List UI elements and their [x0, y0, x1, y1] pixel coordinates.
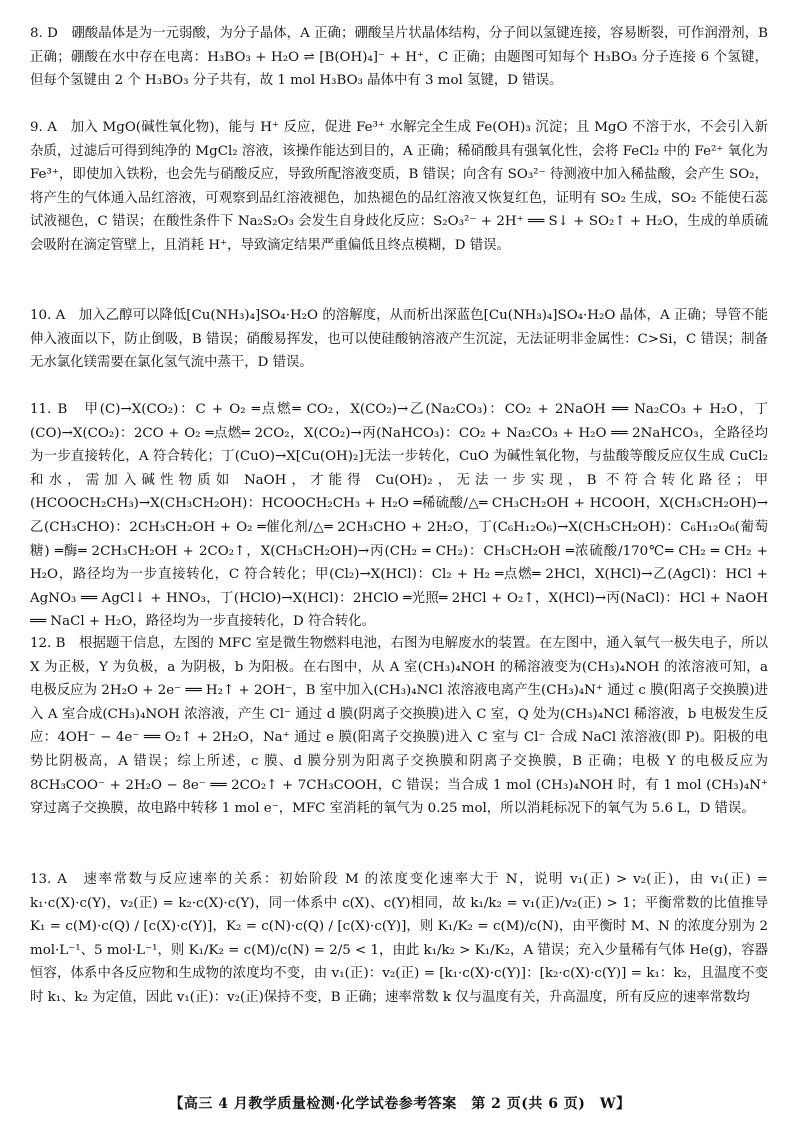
- answer-item-13: 13. A 速率常数与反应速率的关系：初始阶段 M 的浓度变化速率大于 N，说明 v₁(正) > v₂(正)，由 v₁(正) = k₁·c(X)·c(Y)，v₂(正) = k₂·c(X)·c(Y)，同一体系中 c(X)、c(Y)相同，故 k₁/k₂ = v₁(正)/v₂(正) > 1；平衡常数的比值推导 K₁ = c(M)·c(Q) / [c(X)·c(Y)]，K₂ = c(N)·c(Q) / [c(X)·c(Y)]，则 K₁/K₂ = c(M)/c(N)，由平衡时 M、N 的浓度分别为 2 mol·L⁻¹、5 mol·L⁻¹，则 K₁/K₂ = c(M)/c(N) = 2/5 < 1，由此 k₁/k₂ > K₁/K₂，A 错误；充入少量稀有气体 He(g)，容器恒容，体系中各反应物和生成物的浓度均不变，由 v₁(正)：v₂(正) = [k₁·c(X)·c(Y)]：[k₂·c(X)·c(Y)] = k₁：k₂，且温度不变时 k₁、k₂ 为定值，因此 v₁(正)：v₂(正)保持不变，B 正确；速率常数 k 仅与温度有关，升高温度，所有反应的速率常数均: [30, 872, 768, 1005]
- answer-item-12: 12. B 根据题干信息，左图的 MFC 室是微生物燃料电池，右图为电解废水的装置。在左图中，通入氧气一极失电子，所以 X 为正极，Y 为负极，a 为阴极，b 为阳极。在右图中，从 A 室(CH₃)₄NOH 的稀溶液变为(CH₃)₄NOH 的浓溶液可知，a 电极反应为 2H₂O + 2e⁻ ══ H₂↑ + 2OH⁻，B 室中加入(CH₃)₄NCl 浓溶液电离产生(CH₃)₄N⁺ 通过 c 膜(阳离子交换膜)进入 A 室合成(CH₃)₄NOH 浓溶液，产生 Cl⁻ 通过 d 膜(阴离子交换膜)进入 C 室，Q 处为(CH₃)₄NCl 稀溶液，b 电极发生反应：4OH⁻ − 4e⁻ ══ O₂↑ + 2H₂O，Na⁺ 通过 e 膜(阳离子交换膜)进入 C 室与 Cl⁻ 合成 NaCl 浓溶液(即 P)。阳极的电势比阴极高，A 错误；综上所述，c 膜、d 膜分别为阳离子交换膜和阴离子交换膜，B 正确；电极 Y 的电极反应为 8CH₃COO⁻ + 2H₂O − 8e⁻ ══ 2CO₂↑ + 7CH₃COOH，C 错误；当合成 1 mol (CH₃)₄NOH 时，有 1 mol (CH₃)₄N⁺ 穿过离子交换膜，故电路中转移 1 mol e⁻，MFC 室消耗的氧气为 0.25 mol，所以消耗标况下的氧气为 5.6 L，D 错误。: [30, 636, 768, 817]
- answer-item-9: 9. A 加入 MgO(碱性氧化物)，能与 H⁺ 反应，促进 Fe³⁺ 水解完全生成 Fe(OH)₃ 沉淀；且 MgO 不溶于水，不会引入新杂质，过滤后可得到纯净的 MgCl₂ 溶液，该操作能达到目的，A 正确；稀硝酸具有强氧化性，会将 FeCl₂ 中的 Fe²⁺ 氧化为 Fe³⁺，即使加入铁粉，也会先与硝酸反应，导致所配溶液变质，B 错误；向含有 SO₃²⁻ 待测液中加入稀盐酸，会产生 SO₂，将产生的气体通入品红溶液，可观察到品红溶液褪色，加热褪色的品红溶液又恢复红色，证明有 SO₂ 生成，SO₂ 不能使石蕊试液褪色，C 错误；在酸性条件下 Na₂S₂O₃ 会发生自身歧化反应：S₂O₃²⁻ + 2H⁺ ══ S↓ + SO₂↑ + H₂O，生成的单质硫会吸附在滴定管壁上，且消耗 H⁺，导致滴定结果严重偏低且终点模糊，D 错误。: [30, 120, 768, 253]
- answer-item-10: 10. A 加入乙醇可以降低[Cu(NH₃)₄]SO₄·H₂O 的溶解度，从而析出深蓝色[Cu(NH₃)₄]SO₄·H₂O 晶体，A 正确；导管不能伸入液面以下，防止倒吸，B 错误；硝酸易挥发，也可以使硅酸钠溶液产生沉淀，无法证明非金属性：C>Si，C 错误；制备无水氯化镁需要在氯化氢气流中蒸干，D 错误。: [30, 308, 768, 371]
- answer-item-8: 8. D 硼酸晶体是为一元弱酸，为分子晶体，A 正确；硼酸呈片状晶体结构，分子间以氢键连接，容易断裂，可作润滑剂，B 正确；硼酸在水中存在电离：H₃BO₃ + H₂O ⇌ [B(OH)₄]⁻ + H⁺，C 正确；由题图可知每个 H₃BO₃ 分子连接 6 个氢键，但每个氢键由 2 个 H₃BO₃ 分子共有，故 1 mol H₃BO₃ 晶体中有 3 mol 氢键，D 错误。: [30, 26, 768, 89]
- page-footer: 【高三 4 月教学质量检测·化学试卷参考答案 第 2 页(共 6 页) W】: [169, 1096, 631, 1112]
- answer-item-11: 11. B 甲(C)→X(CO₂)：C + O₂ ═点燃═ CO₂，X(CO₂)→乙(Na₂CO₃)：CO₂ + 2NaOH ══ Na₂CO₃ + H₂O，丁(CO)→X(CO₂)：2CO + O₂ ═点燃═ 2CO₂，X(CO₂)→丙(NaHCO₃)：CO₂ + Na₂CO₃ + H₂O ══ 2NaHCO₃，全路径均为一步直接转化，A 符合转化；丁(CuO)→X[Cu(OH)₂]无法一步转化，CuO 为碱性氧化物，与盐酸等酸反应仅生成 CuCl₂ 和水，需加入碱性物质如 NaOH，才能得 Cu(OH)₂，无法一步实现，B 不符合转化路径；甲(HCOOCH₂CH₃)→X(CH₃CH₂OH)：HCOOCH₂CH₃ + H₂O ═稀硫酸/△═ CH₃CH₂OH + HCOOH，X(CH₃CH₂OH)→乙(CH₃CHO)：2CH₃CH₂OH + O₂ ═催化剂/△═ 2CH₃CHO + 2H₂O，丁(C₆H₁₂O₆)→X(CH₃CH₂OH)：C₆H₁₂O₆(葡萄糖) ═酶═ 2CH₃CH₂OH + 2CO₂↑，X(CH₃CH₂OH)→丙(CH₂ ═ CH₂)：CH₃CH₂OH ═浓硫酸/170℃═ CH₂ ═ CH₂ + H₂O，路径均为一步直接转化，C 符合转化；甲(Cl₂)→X(HCl)：Cl₂ + H₂ ═点燃═ 2HCl，X(HCl)→乙(AgCl)：HCl + AgNO₃ ══ AgCl↓ + HNO₃，丁(HClO)→X(HCl)：2HClO ═光照═ 2HCl + O₂↑，X(HCl)→丙(NaCl)：HCl + NaOH ══ NaCl + H₂O，路径均为一步直接转化，D 符合转化。: [30, 402, 768, 630]
